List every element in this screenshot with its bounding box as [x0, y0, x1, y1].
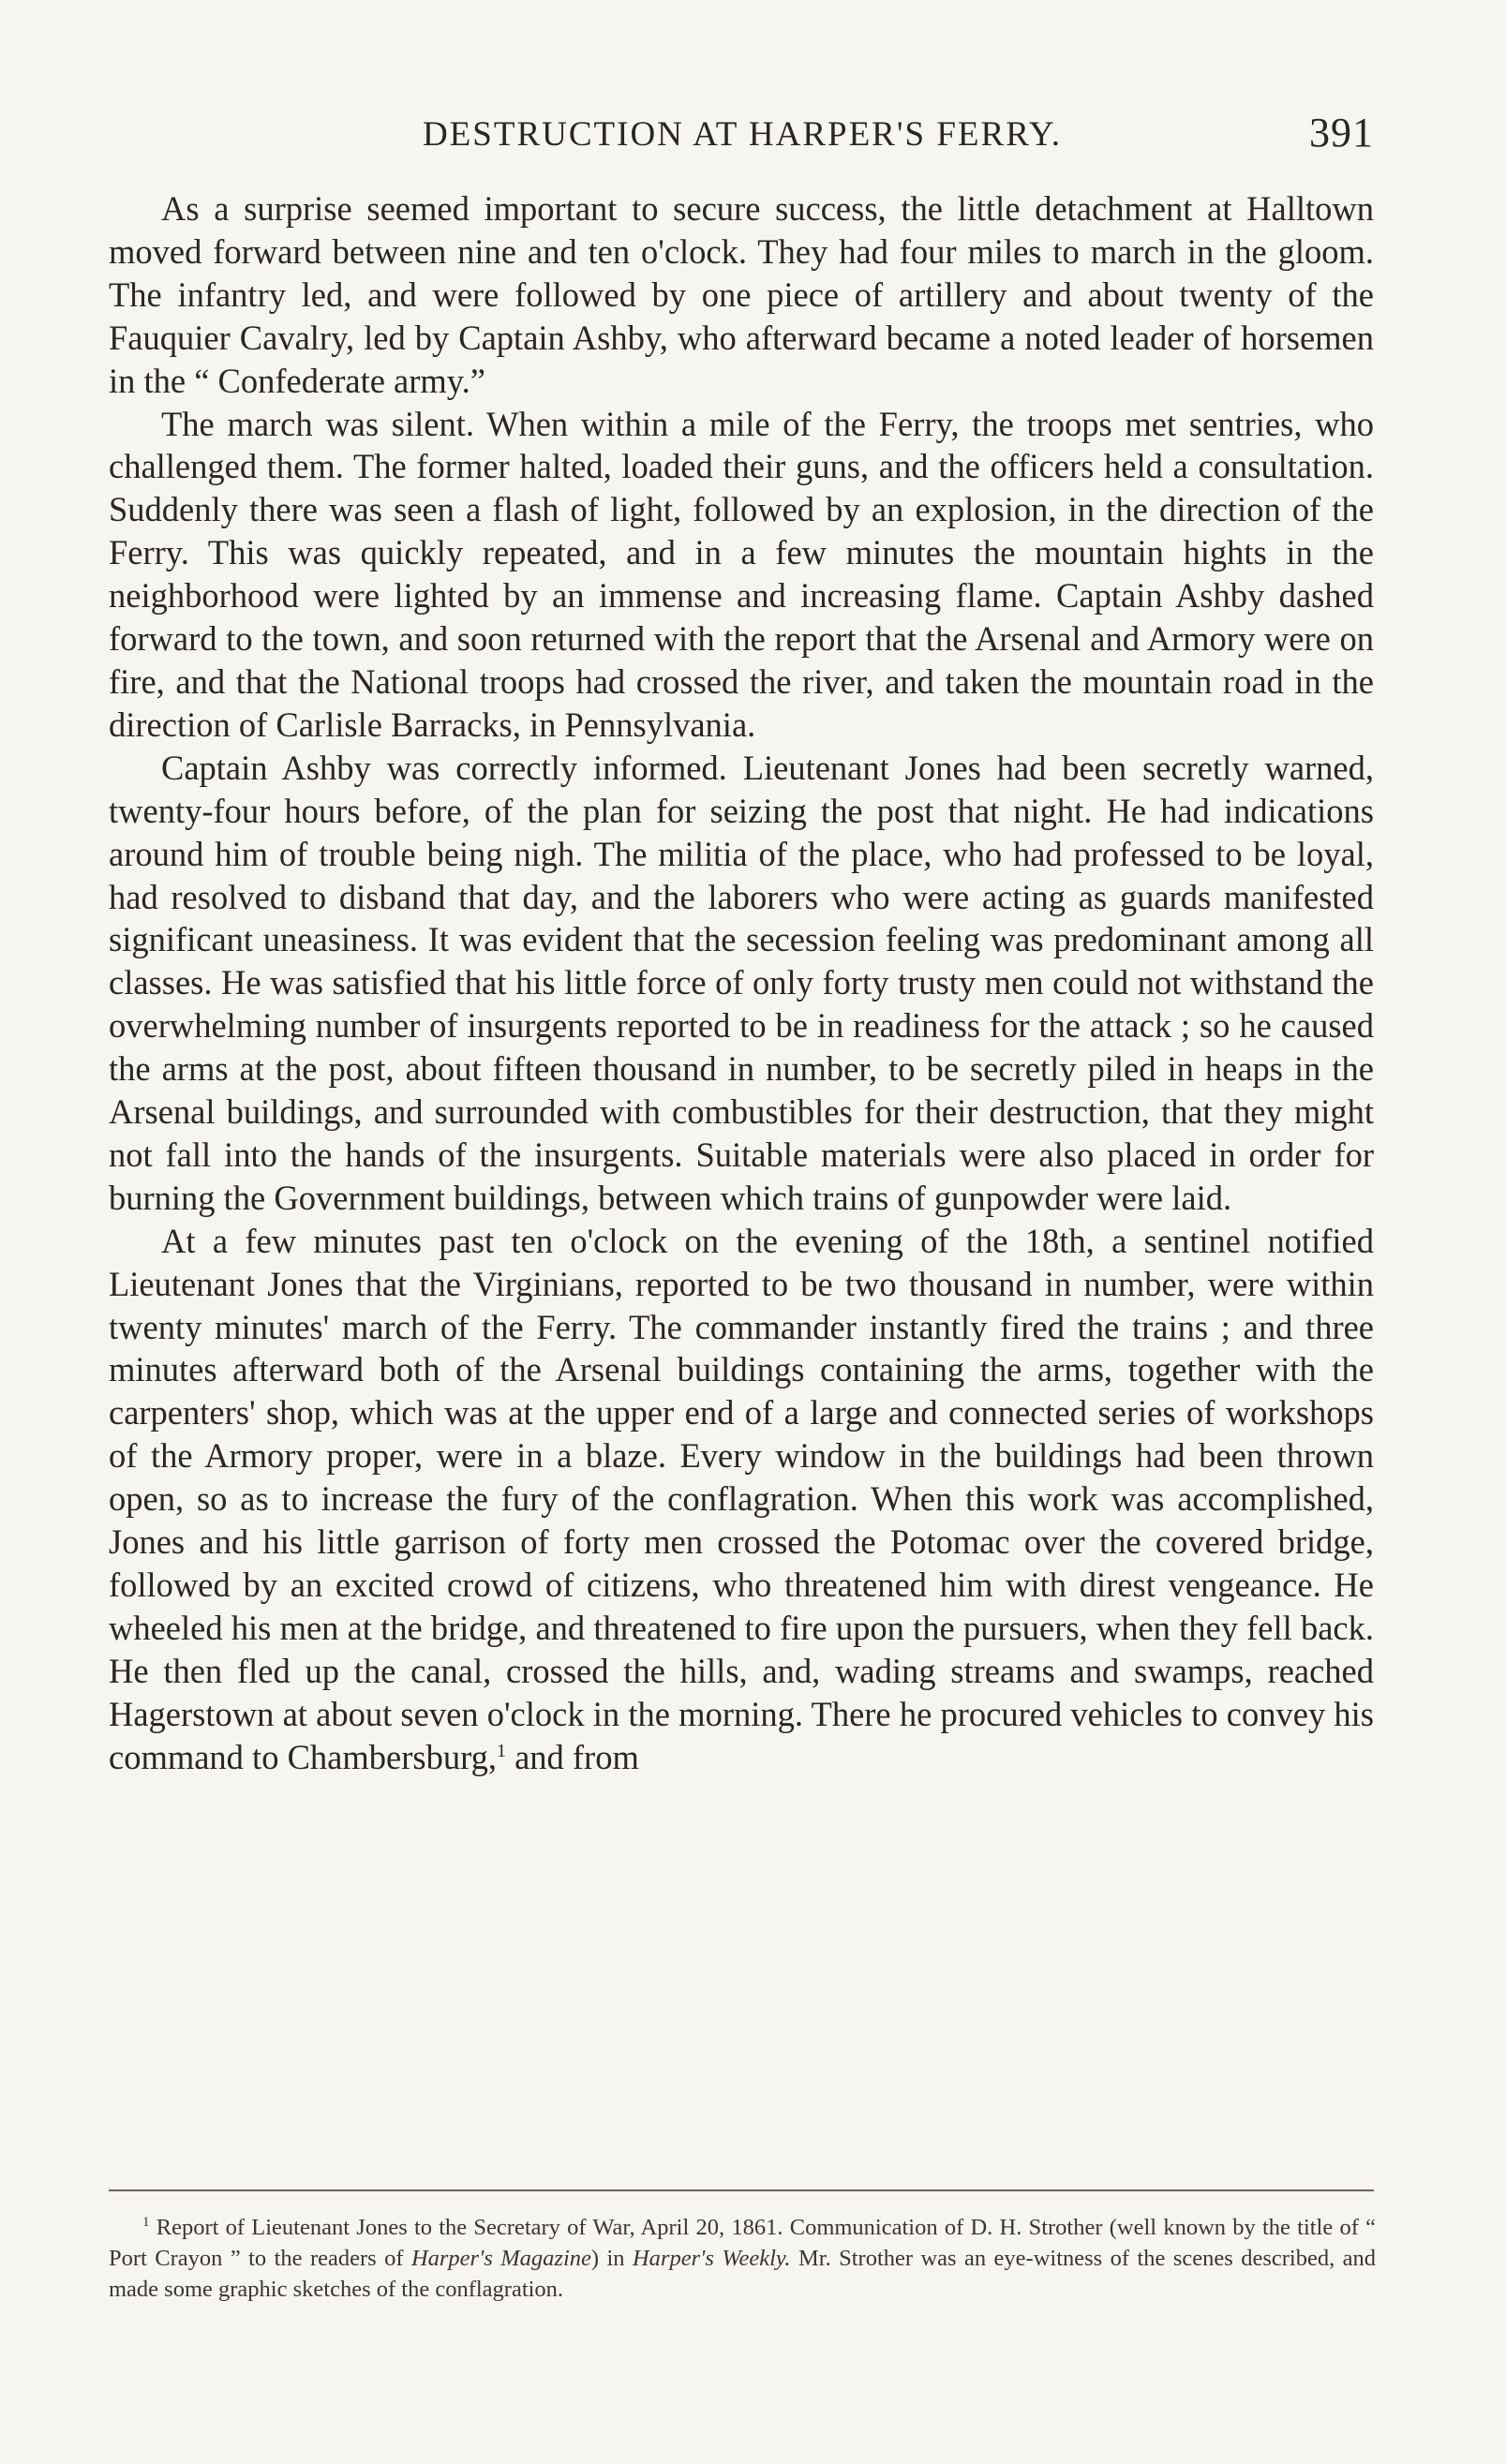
body-text [109, 187, 1374, 1779]
paragraph-2: The march was silent. When within a mile of the Ferry, the troops met sentries, who challenged them. The former halted, loaded their guns, and the officers held a consultation. Suddenly there was seen a flash of light, followed by an explosion, in the direction of the Ferry. This was quickly repeated, and in a few minutes the mountain hights in the neighborhood were lighted by an immense and increasing flame. Captain Ashby dashed forward to the town, and soon returned with the report that the Arsenal and Armory were on fire, and that the National troops had crossed the river, and taken the mountain road in the direction of Carlisle Barracks, in Pennsylvania. [109, 404, 1374, 744]
footnote-italic-magazine: Harper's Magazine [410, 2246, 591, 2272]
footnote-italic-weekly: Harper's Weekly. [632, 2246, 791, 2272]
footnote-text-1: Report of Lieutenant Jones to the Secretary of War, April 20, 1861. Communication of D. H. Strother (well known by the title of “ Port Crayon ” to the readers of [109, 2215, 1376, 2272]
footnote-reference: 1 [496, 1740, 506, 1761]
footnote-marker: 1 [142, 2215, 150, 2230]
footnote-text-2: ) in [590, 2246, 633, 2272]
footnote [109, 2207, 1376, 2305]
paragraph-3: Captain Ashby was correctly informed. Lieutenant Jones had been secretly warned, twenty-four hours before, of the plan for seizing the post that night. He had indications around him of trouble being nigh. The militia of the place, who had professed to be loyal, had resolved to disband that day, and the laborers who were acting as guards manifested significant uneasiness. It was evident that the secession feeling was predominant among all classes. He was satisfied that his little force of only forty trusty men could not withstand the overwhelming number of insurgents reported to be in readiness for the attack ; so he caused the arms at the post, about fifteen thousand in number, to be secretly piled in heaps in the Arsenal buildings, and surrounded with combustibles for their destruction, that they might not fall into the hands of the insurgents. Suitable materials were also placed in order for burning the Government buildings, between which trains of gunpowder were laid. [109, 748, 1374, 1217]
paragraph-4-text: At a few minutes past ten o'clock on the evening of the 18th, a sentinel notified Lieutenant Jones that the Virginians, reported to be two thousand in number, were within twenty minutes' march of the Ferry. The commander instantly fired the trains ; and three minutes afterward both of the Arsenal buildings containing the arms, together with the carpenters' shop, which was at the upper end of a large and connected series of workshops of the Armory proper, were in a blaze. Every window in the buildings had been thrown open, so as to increase the fury of the conflagration. When this work was accomplished, Jones and his little garrison of forty men crossed the Potomac over the covered bridge, followed by an excited crowd of citizens, who threatened him with direst vengeance. He wheeled his men at the bridge, and threatened to fire upon the pursuers, when they fell back. He then fled up the canal, crossed the hills, and, wading streams and swamps, reached Hagerstown at about seven o'clock in the morning. There he procured vehicles to convey his command to Chambersburg, [109, 1221, 1374, 1776]
paragraph-4-tail: and from [505, 1737, 639, 1776]
running-head [111, 109, 1374, 165]
footnote-text-3: Mr. Strother was an eye-witness of the scenes described, and made some graphic sketches of the conflagration. [109, 2246, 1376, 2303]
footnote-divider [109, 2189, 1374, 2191]
paragraph-1: As a surprise seemed important to secure success, the little detachment at Halltown moved forward between nine and ten o'clock. They had four miles to march in the gloom. The infantry led, and were followed by one piece of artillery and about twenty of the Fauquier Cavalry, led by Captain Ashby, who afterward became a noted leader of horsemen in the “ Confederate army.” [109, 189, 1374, 400]
page-number: 391 [1309, 110, 1374, 156]
paragraph-4 [109, 1220, 1374, 1779]
running-title: DESTRUCTION AT HARPER'S FERRY. [422, 115, 1063, 154]
